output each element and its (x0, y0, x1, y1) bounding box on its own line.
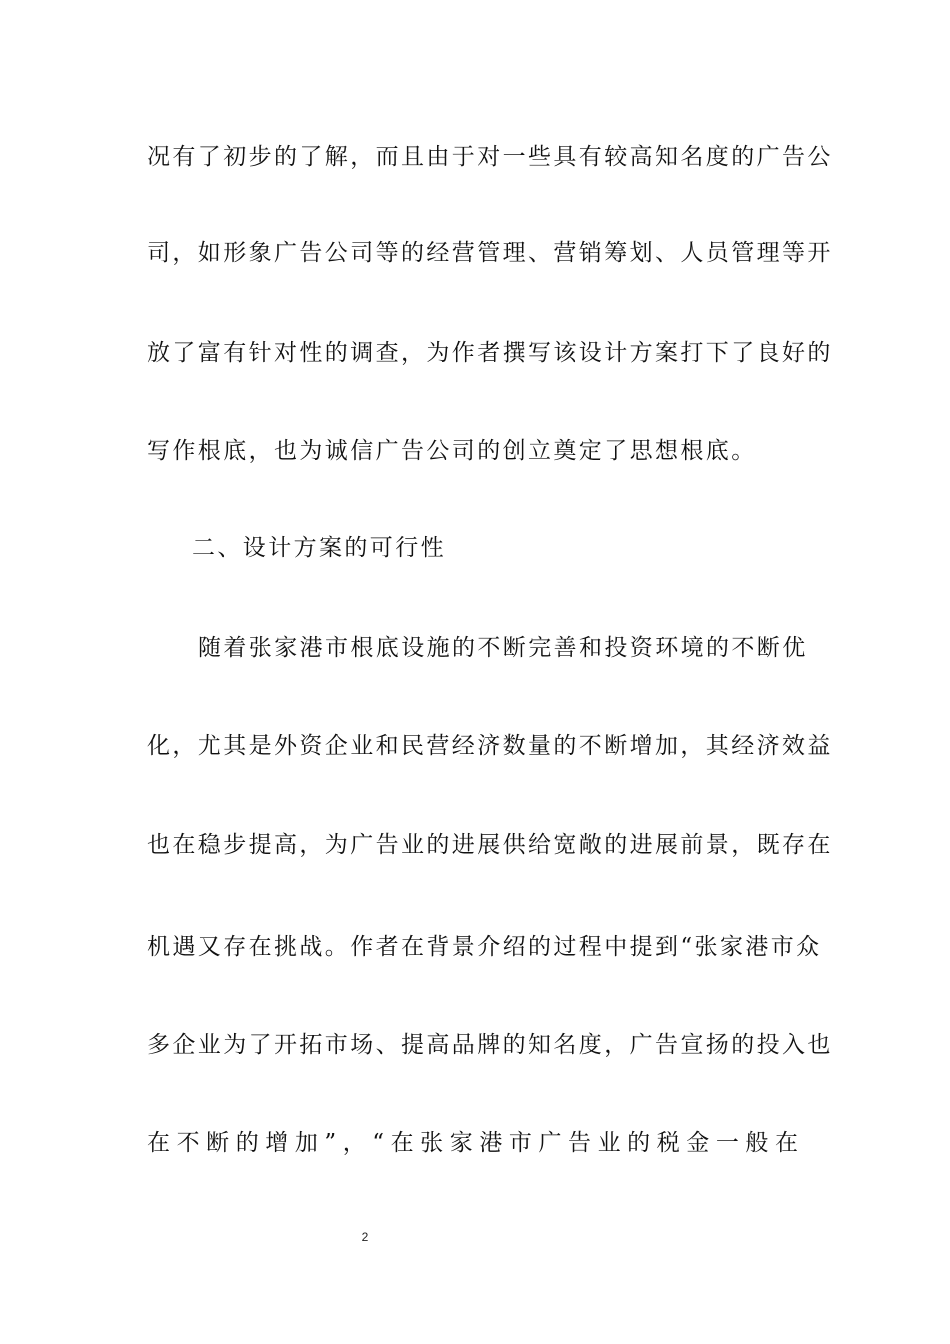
paragraph-line-8: 机遇又存在挑战。作者在背景介绍的过程中提到“张家港市众 (147, 934, 822, 960)
section-heading: 二、设计方案的可行性 (192, 535, 446, 561)
paragraph-line-10: 在不断的增加”，“在张家港市广告业的税金一般在 (147, 1130, 803, 1156)
paragraph-line-3: 放了富有针对性的调查，为作者撰写该设计方案打下了良好的 (147, 340, 833, 366)
page-number: 2 (361, 1230, 369, 1244)
paragraph-line-7: 也在稳步提高，为广告业的进展供给宽敞的进展前景，既存在 (147, 832, 833, 858)
paragraph-line-5: 随着张家港市根底设施的不断完善和投资环境的不断优 (198, 635, 808, 661)
paragraph-line-2: 司，如形象广告公司等的经营管理、营销筹划、人员管理等开 (147, 240, 833, 266)
paragraph-line-4: 写作根底，也为诚信广告公司的创立奠定了思想根底。 (147, 438, 757, 464)
paragraph-line-1: 况有了初步的了解，而且由于对一些具有较高知名度的广告公 (147, 144, 833, 170)
paragraph-line-6: 化，尤其是外资企业和民营经济数量的不断增加，其经济效益 (147, 733, 833, 759)
paragraph-line-9: 多企业为了开拓市场、提高品牌的知名度，广告宣扬的投入也 (147, 1032, 833, 1058)
